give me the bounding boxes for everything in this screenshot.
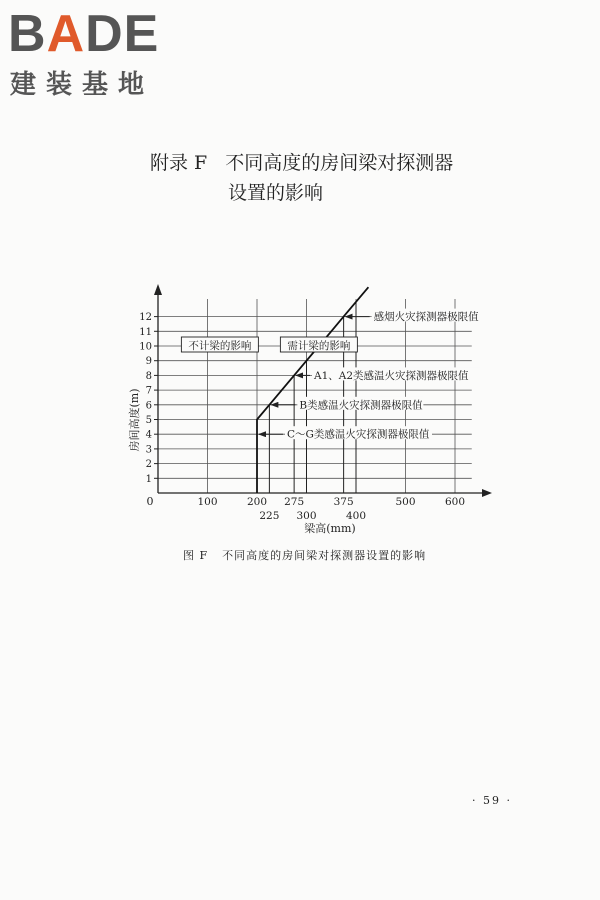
x-axis-arrow-icon [482, 489, 492, 497]
heading-line-1: 不同高度的房间梁对探测器 [225, 152, 454, 174]
x-tick-label-375: 375 [333, 496, 354, 508]
x-tick-label-400: 400 [345, 510, 367, 522]
region-label-1: 需计梁的影响 [287, 340, 351, 352]
y-tick-label-2: 2 [145, 459, 152, 471]
y-tick-label-12: 12 [139, 312, 152, 324]
y-tick-label-11: 11 [139, 326, 152, 338]
y-tick-label-3: 3 [145, 444, 152, 456]
y-tick-label-8: 8 [145, 370, 152, 382]
appendix-heading [150, 148, 453, 208]
y-tick-label-1: 1 [145, 473, 152, 485]
x-tick-label-600: 600 [444, 496, 466, 508]
figure-caption [183, 547, 426, 563]
annotations [259, 309, 480, 441]
beam-height-chart [0, 270, 600, 535]
y-tick-label-7: 7 [145, 385, 152, 397]
origin-label: 0 [146, 495, 154, 508]
appendix-label: 附录 F [150, 152, 208, 174]
region-label-0: 不计梁的影响 [188, 340, 252, 352]
y-axis-arrow-icon [154, 284, 162, 295]
annotation-label-3: C～G类感温火灾探测器极限值 [287, 428, 430, 441]
x-tick-label-275: 275 [284, 496, 305, 508]
annotation-label-1: A1、A2类感温火灾探测器极限值 [314, 369, 469, 382]
y-tick-label-4: 4 [145, 429, 152, 441]
x-tick-label-100: 100 [197, 496, 218, 508]
y-tick-label-6: 6 [145, 400, 152, 412]
heading-line-2: 设置的影响 [228, 182, 324, 204]
annotation-label-2: B类感温火灾探测器极限值 [299, 399, 423, 412]
x-axis-label: 梁高(mm) [304, 522, 356, 535]
y-tick-label-5: 5 [145, 415, 152, 426]
y-axis-label: 房间高度(m) [128, 388, 141, 452]
logo-subtitle: 建装基地 [10, 70, 155, 100]
annotation-label-0: 感烟火灾探测器极限值 [373, 311, 479, 324]
caption-label: 图 F [183, 549, 209, 562]
brand-logo [8, 5, 183, 100]
x-tick-label-300: 300 [296, 510, 317, 522]
x-tick-label-500: 500 [395, 496, 416, 508]
logo-accent-letter: A [46, 5, 86, 63]
page-number: · 59 · [472, 794, 512, 807]
y-tick-label-9: 9 [145, 356, 152, 368]
region-labels [181, 337, 357, 352]
logo-wordmark: BADE [8, 5, 160, 63]
caption-text: 不同高度的房间梁对探测器设置的影响 [222, 549, 427, 562]
x-tick-label-225: 225 [259, 510, 280, 522]
chart-grid [154, 299, 472, 493]
x-tick-label-200: 200 [246, 496, 268, 508]
y-tick-label-10: 10 [139, 341, 152, 353]
